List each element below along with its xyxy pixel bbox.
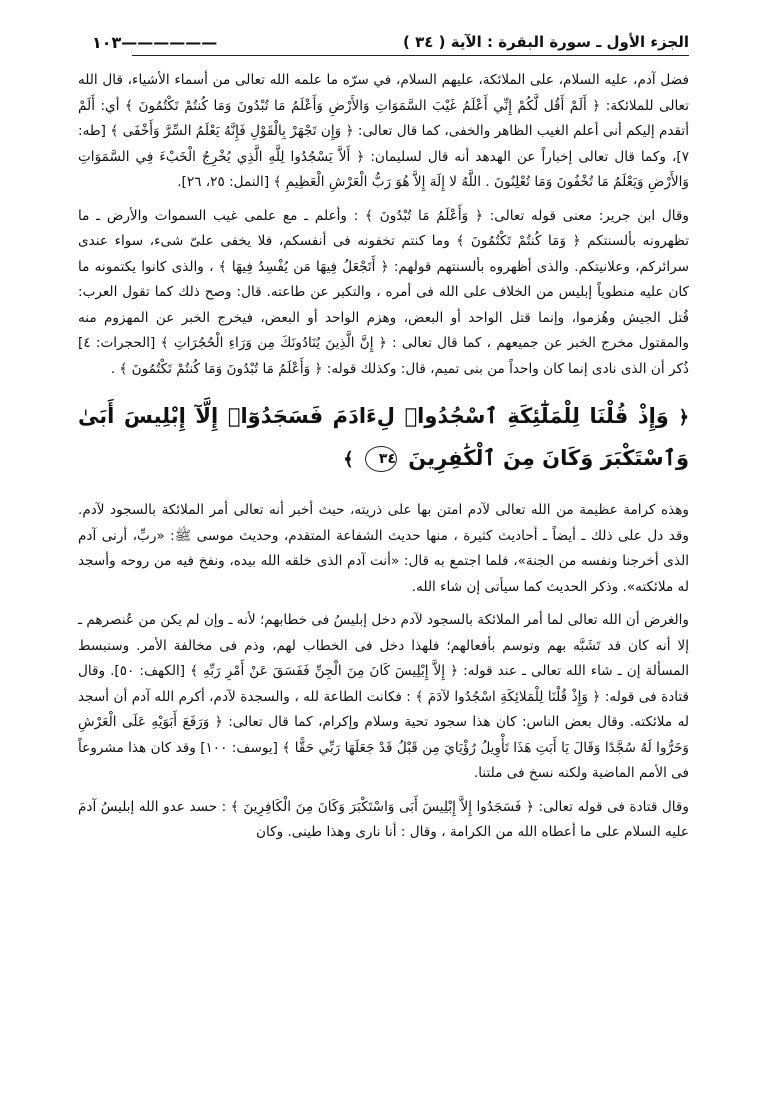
verse-text: وَإِذْ قُلْنَا لِلْمَلَٰٓئِكَةِ ٱسْجُدُوا۟ لِءَادَمَ فَسَجَدُوٓا۟ إِلَّآ إِبْلِيسَ أَبَىٰ وَٱسْتَكْبَرَ وَكَانَ مِنَ ٱلْكَٰفِرِينَ [78, 404, 689, 470]
page-number: ١٠٣ [92, 32, 122, 52]
quran-verse [78, 396, 689, 480]
paragraph-5: وقال قتادة فى قوله تعالى: ﴿ فَسَجَدُوا إِلاَّ إِبْلِيسَ أَبَى وَاسْتَكْبَرَ وَكَانَ مِنَ الْكَافِرِينَ ﴾ : حسد عدو الله إبليسُ آدمَ عليه السلام على ما أعطاه الله من الكرامة ، وقال : أنا نارى وهذا طينى. وكان [78, 798, 689, 840]
page-number-wrap [92, 33, 217, 52]
verse-close-ornament: ﴾ [343, 449, 354, 470]
header-dash: —————— [121, 32, 218, 52]
running-title: الجزء الأول ـ سورة البقرة : الآية ( ٣٤ ) [403, 33, 689, 51]
paragraph-1: فضل آدم، عليه السلام، على الملائكة، عليهم السلام، في سرّه ما علمه الله تعالى من أسماء الأشياء، قال الله تعالى للملائكة: ﴿ أَلَمْ أَقُل لَّكُمْ إِنِّي أَعْلَمُ غَيْبَ السَّمَوَاتِ وَالأَرْضِ وَأَعْلَمُ مَا تُبْدُونَ وَمَا كُنتُمْ تَكْتُمُونَ ﴾ أي: أَلَمْ أتقدم إليكم أنى أعلم الغيب الظاهر والخفى، كما قال تعالى: ﴿ وَإِن تَجْهَرْ بِالْقَوْلِ فَإِنَّهُ يَعْلَمُ السِّرَّ وَأَخْفَى ﴾ [طه: ٧]، وكما قال تعالى إخباراً عن الهدهد أنه قال لسليمان: ﴿ أَلاَّ يَسْجُدُوا لِلَّهِ الَّذِي يُخْرِجُ الْخَبْءَ فِي السَّمَوَاتِ وَالأَرْضِ وَيَعْلَمُ مَا تُخْفُونَ وَمَا تُعْلِنُونَ . اللَّهُ لا إِلَهَ إِلاَّ هُوَ رَبُّ الْعَرْشِ الْعَظِيمِ ﴾ [النمل: ٢٥، ٢٦]. [78, 72, 689, 190]
paragraph-4: والغرض أن الله تعالى لما أمر الملائكة بالسجود لآدم دخل إبليسُ فى خطابهم؛ لأنه ـ وإن لم يكن من عُنصرهم ـ إلا أنه كان قد تَشَبَّه بهم وتوسم بأفعالهم؛ فلهذا دخل فى الخطاب لهم، وذم فى مخالفة الأمر. وسنبسط المسألة إن ـ شاء الله تعالى ـ عند قوله: ﴿ إِلاَّ إِبْلِيسَ كَانَ مِنَ الْجِنِّ فَفَسَقَ عَنْ أَمْرِ رَبِّهِ ﴾ [الكهف: ٥٠]. وقال قتادة فى قوله: ﴿ وَإِذْ قُلْنَا لِلْمَلائِكَةِ اسْجُدُوا لآدَمَ ﴾ : فكانت الطاعة لله ، والسجدة لآدم، أكرم الله آدم أن أسجد له ملائكته. وقال بعض الناس: كان هذا سجود تحية وسلام وإكرام، كما قال تعالى: ﴿ وَرَفَعَ أَبَوَيْهِ عَلَى الْعَرْشِ وَخَرُّوا لَهُ سُجَّدًا وَقَالَ يَا أَبَتِ هَذَا تَأْوِيلُ رُؤْيَايَ مِن قَبْلُ قَدْ جَعَلَهَا رَبِّي حَقًّا ﴾ [يوسف: ١٠٠] وقد كان هذا مشروعاً فى الأمم الماضية ولكنه نسخ فى ملتنا. [78, 612, 689, 781]
page-body [78, 68, 689, 854]
header-rule [132, 55, 689, 56]
verse-open-ornament: ﴿ [678, 407, 690, 428]
page-header [92, 28, 689, 56]
paragraph-3: وهذه كرامة عظيمة من الله تعالى لآدم امتن بها على ذريته، حيث أخبر أنه تعالى أمر الملائكة بالسجود لآدم. وقد دل على ذلك ـ أيضاً ـ أحاديث كثيرة ، منها حديث الشفاعة المتقدم، وحديث موسى ﷺ: «ربِّ، أرنى آدم الذى أخرجنا ونفسه من الجنة»، فلما اجتمع به قال: «أنت آدم الذى خلقه الله بيده، ونفخ فيه من روحه وأسجد له ملائكته». وذكر الحديث كما سيأتى إن شاء الله. [78, 502, 689, 595]
verse-number: ٣٤ [365, 446, 397, 472]
paragraph-2: وقال ابن جرير: معنى قوله تعالى: ﴿ وَأَعْلَمُ مَا تُبْدُونَ ﴾ : وأعلم ـ مع علمى غيب السموات والأرض ـ ما تظهرونه بألسنتكم ﴿ وَمَا كُنتُمْ تَكْتُمُونَ ﴾ وما كنتم تخفونه فى أنفسكم، فلا يخفى علىّ شىء، سواء عندى سرائركم، وعلانيتكم. والذى أظهروه بألسنتهم قولهم: ﴿ أَتَجْعَلُ فِيهَا مَن يُفْسِدُ فِيهَا ﴾ ، والذى كانوا يكتمونه ما كان عليه منطوياً إبليس من الخلاف على الله فى أمره ، والتكبر عن طاعته. قال: وصح ذلك كما تقول العرب: قُتل الجيش وهُزموا، وإنما قتل الواحد أو البعض، وهزم الواحد أو البعض، فيخرج الخبر عن المهزوم منه والمقتول مخرج الخبر عن جميعهم ، كما قال تعالى : ﴿ إِنَّ الَّذِينَ يُنَادُونَكَ مِن وَرَاءِ الْحُجُرَاتِ ﴾ [الحجرات: ٤] ذُكر أن الذى نادى إنما كان واحداً من بنى تميم، قال: وكذلك قوله: ﴿ وَأَعْلَمُ مَا تُبْدُونَ وَمَا كُنتُمْ تَكْتُمُونَ ﴾ . [78, 207, 689, 377]
